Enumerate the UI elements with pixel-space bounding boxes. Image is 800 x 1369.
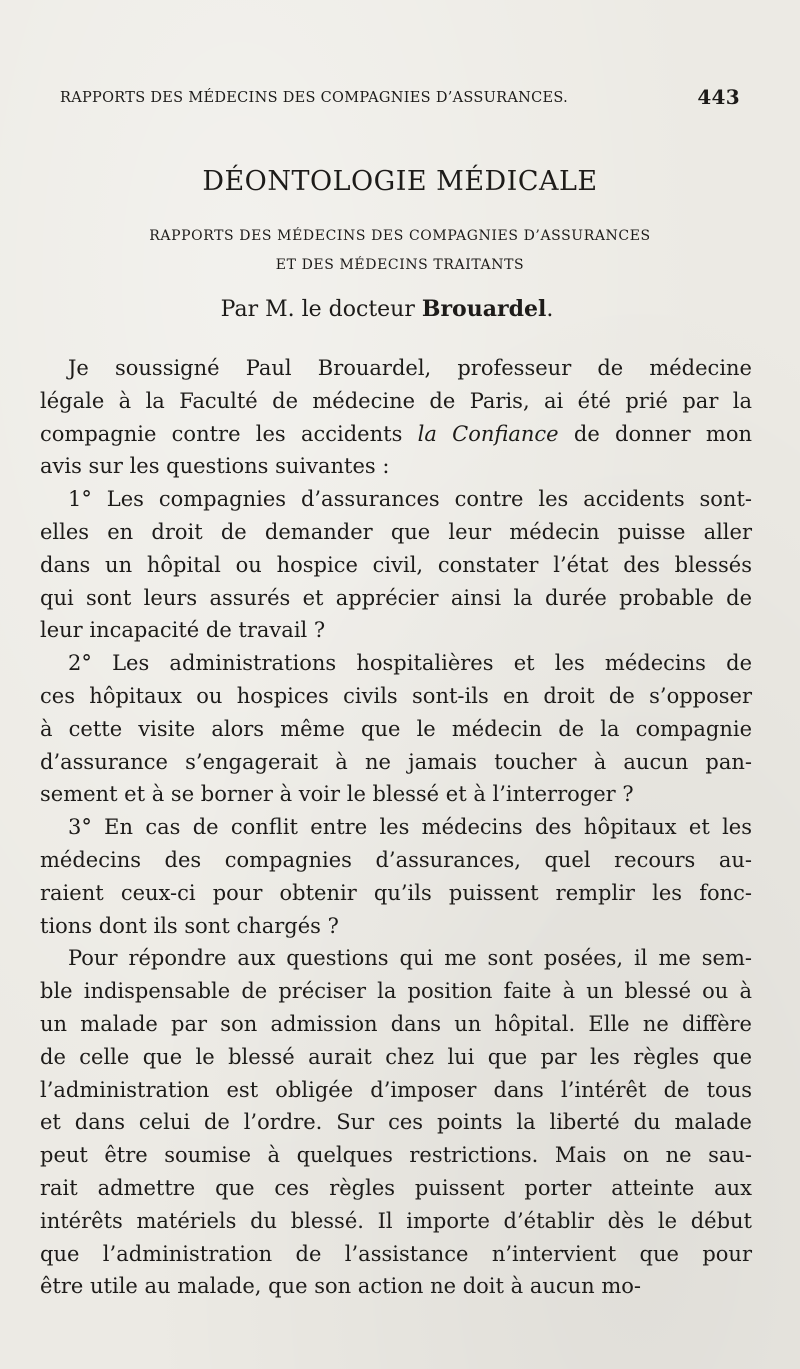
- text-line: qui sont leurs assurés et apprécier ainsi la durée probable de: [40, 585, 752, 610]
- text-line: raient ceux-ci pour obtenir qu’ils puissent remplir les fonc-: [40, 880, 752, 905]
- italic-phrase: la Confiance: [417, 421, 559, 446]
- text-line: elles en droit de demander que leur médecin puisse aller: [40, 519, 752, 544]
- author-prefix: Par M. le docteur: [220, 297, 422, 322]
- section-title: DÉONTOLOGIE MÉDICALE: [202, 166, 598, 197]
- text-line: peut être soumise à quelques restrictions. Mais on ne sau-: [40, 1143, 752, 1168]
- text-line: 1° Les compagnies d’assurances contre les accidents sont-: [68, 487, 752, 512]
- text-line: médecins des compagnies d’assurances, quel recours au-: [40, 847, 752, 872]
- paragraph-question-3: [40, 811, 752, 942]
- text-line: tions dont ils sont chargés ?: [40, 913, 339, 938]
- text-line: légale à la Faculté de médecine de Paris, ai été prié par la: [40, 388, 752, 413]
- text-line: leur incapacité de travail ?: [40, 618, 326, 643]
- text-line: ble indispensable de préciser la position faite à un blessé ou à: [40, 979, 752, 1004]
- text-line: Je soussigné Paul Brouardel, professeur de médecine: [68, 356, 752, 380]
- article-body: [40, 352, 752, 1303]
- author-suffix: .: [546, 297, 554, 322]
- text-line: à cette visite alors même que le médecin de la compagnie: [40, 716, 752, 741]
- running-header: [60, 85, 740, 109]
- article-subtitle-line-2: ET DES MÉDECINS TRAITANTS: [275, 257, 525, 273]
- text-line: avis sur les questions suivantes :: [40, 454, 390, 479]
- author-line: [0, 296, 774, 322]
- text-line: que l’administration de l’assistance n’intervient que pour: [40, 1241, 752, 1266]
- text-line: et dans celui de l’ordre. Sur ces points la liberté du malade: [40, 1110, 752, 1135]
- page-number: 443: [697, 85, 740, 109]
- text-line: rait admettre que ces règles puissent porter atteinte aux: [40, 1175, 752, 1200]
- author-name: Brouardel: [421, 296, 547, 322]
- text-line: dans un hôpital ou hospice civil, constater l’état des blessés: [40, 552, 752, 577]
- text-line: l’administration est obligée d’imposer dans l’intérêt de tous: [40, 1077, 752, 1102]
- running-title: RAPPORTS DES MÉDECINS DES COMPAGNIES D’ASSURANCES.: [60, 90, 569, 106]
- text-line: compagnie contre les accidents la Confiance de donner mon: [40, 421, 753, 446]
- article-subtitle-line-1: RAPPORTS DES MÉDECINS DES COMPAGNIES D’ASSURANCES: [149, 228, 651, 244]
- text-line: d’assurance s’engagerait à ne jamais toucher à aucun pan-: [40, 749, 752, 774]
- paragraph-intro: [40, 352, 752, 483]
- paragraph-response: [40, 942, 752, 1303]
- text-line: intérêts matériels du blessé. Il importe d’établir dès le début: [40, 1208, 752, 1233]
- text-line: 2° Les administrations hospitalières et les médecins de: [68, 651, 752, 676]
- paragraph-question-1: [40, 483, 752, 647]
- text-line: être utile au malade, que son action ne doit à aucun mo-: [40, 1274, 642, 1299]
- paragraph-question-2: [40, 647, 752, 811]
- text-line: sement et à se borner à voir le blessé et à l’interroger ?: [40, 782, 634, 807]
- text-line: un malade par son admission dans un hôpital. Elle ne diffère: [40, 1011, 752, 1036]
- text-line: 3° En cas de conflit entre les médecins des hôpitaux et les: [68, 815, 752, 840]
- text-line: Pour répondre aux questions qui me sont posées, il me sem-: [68, 946, 752, 971]
- text-line: ces hôpitaux ou hospices civils sont-ils en droit de s’opposer: [40, 683, 752, 708]
- text-line: de celle que le blessé aurait chez lui que par les règles que: [40, 1044, 752, 1069]
